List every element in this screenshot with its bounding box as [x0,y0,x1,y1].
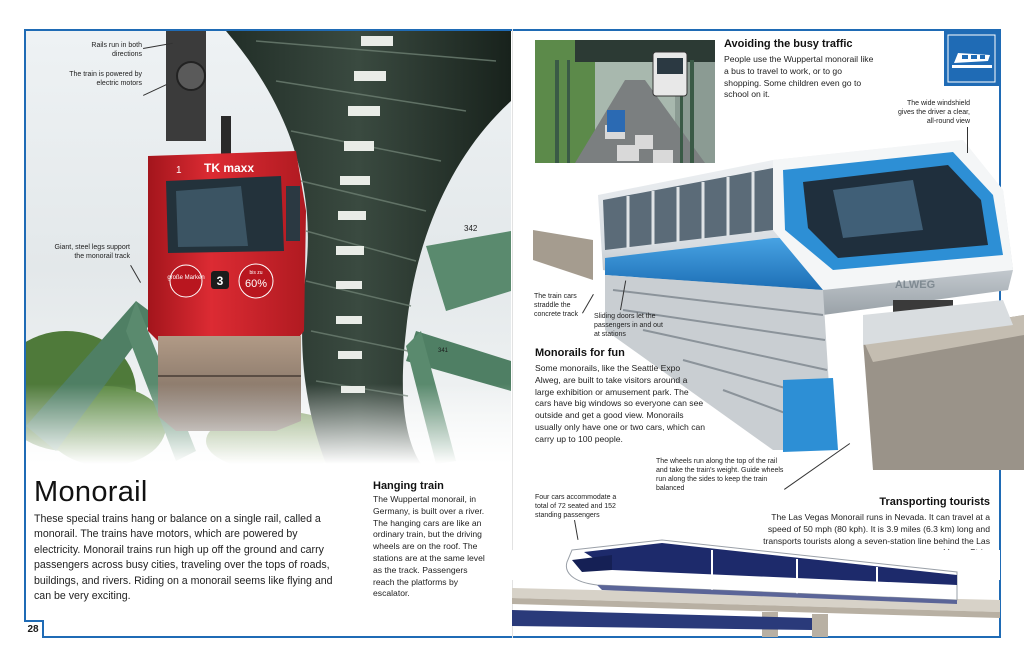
vegas-monorail-photo [512,530,1000,637]
alweg-brand: ALWEG [894,279,936,291]
concrete-track [533,230,593,280]
car-hanger [221,116,231,156]
fun-text: Some monorails, like the Seattle Expo Alweg, are built to take visitors around a large exhibition or amusement park. The cars have big windows so everyone can see outside and get a good view. Monorails usually only have one or two cars, which can carry up to 100 people. [535,363,706,444]
vegas-pillar [812,614,828,637]
car-number: 1 [176,165,182,176]
traffic-text: People use the Wuppertal monorail like a bus to travel to work, or to go shopping. Some children even go to school on it. [724,54,874,100]
windshield-reflection [833,180,923,238]
label-motors: The train is powered by electric motors [69,71,142,87]
overhead-track [575,40,715,62]
bus [607,110,625,132]
car-brand: TK maxx [204,161,255,175]
hanging-heading: Hanging train [373,480,444,492]
monorail-icon [944,31,999,86]
route-number: 3 [216,274,224,288]
windshield-reflection [176,186,248,247]
ad-left-text: große Marken [167,275,205,281]
alweg-blue-lower [783,378,838,452]
traffic-heading: Avoiding the busy traffic [724,38,853,50]
ad-small-text: bis zu [249,270,263,276]
tourists-heading: Transporting tourists [879,496,990,508]
steel-leg [426,231,511,311]
intro-text: These special trains hang or balance on a single rail, called a monorail. The trains have motors, which are powered by electricity. Monorail trains run high up off the ground and carry passengers across busy cities, traveling over the tops of roads, buildings, and rivers. Riding on a monorail seems like flying and can be very exciting. [34,513,333,603]
track-number: 342 [464,224,478,233]
label-windshield: The wide windshield gives the driver a clear, all-round view [898,100,970,125]
track-number: 341 [438,348,449,354]
label-wheels: The wheels run along the top of the rail and take the train's weight. Guide wheels run along the sides to keep the train balanced [656,458,784,492]
photo-fade [26,384,511,464]
label-rails: Rails run in both directions [91,42,142,58]
page-number: 28 [24,620,44,638]
leader-windshield [967,127,968,153]
vegas-illustration [512,530,1000,637]
label-legs: Giant, steel legs support the monorail track [54,244,130,260]
motor-wheel [177,62,205,90]
label-doors: Sliding doors let the passengers in and out at stations [594,313,663,338]
hanging-text: The Wuppertal monorail, in Germany, is built over a river. The hanging cars are like an ordinary train, but the driving wheels are on the roof. The stations are at the same level as the track. Passengers reach the platforms by escalator. [373,494,485,599]
label-four-cars: Four cars accommodate a total of 72 seated and 152 standing passengers [535,494,617,519]
page-title: Monorail [34,476,148,508]
train-window [657,58,683,74]
ad-right-text: 60% [244,278,268,290]
fun-heading: Monorails for fun [535,347,625,359]
tourists-text: The Las Vegas Monorail runs in Nevada. It can travel at a speed of 50 mph (80 kph). It is 3.9 miles (6.3 km) long and transports tourists along a seven-station line behind the Las [763,512,990,546]
ad-badge-left [170,265,202,297]
label-straddle: The train cars straddle the concrete track [534,293,578,318]
side-window [286,186,300,241]
